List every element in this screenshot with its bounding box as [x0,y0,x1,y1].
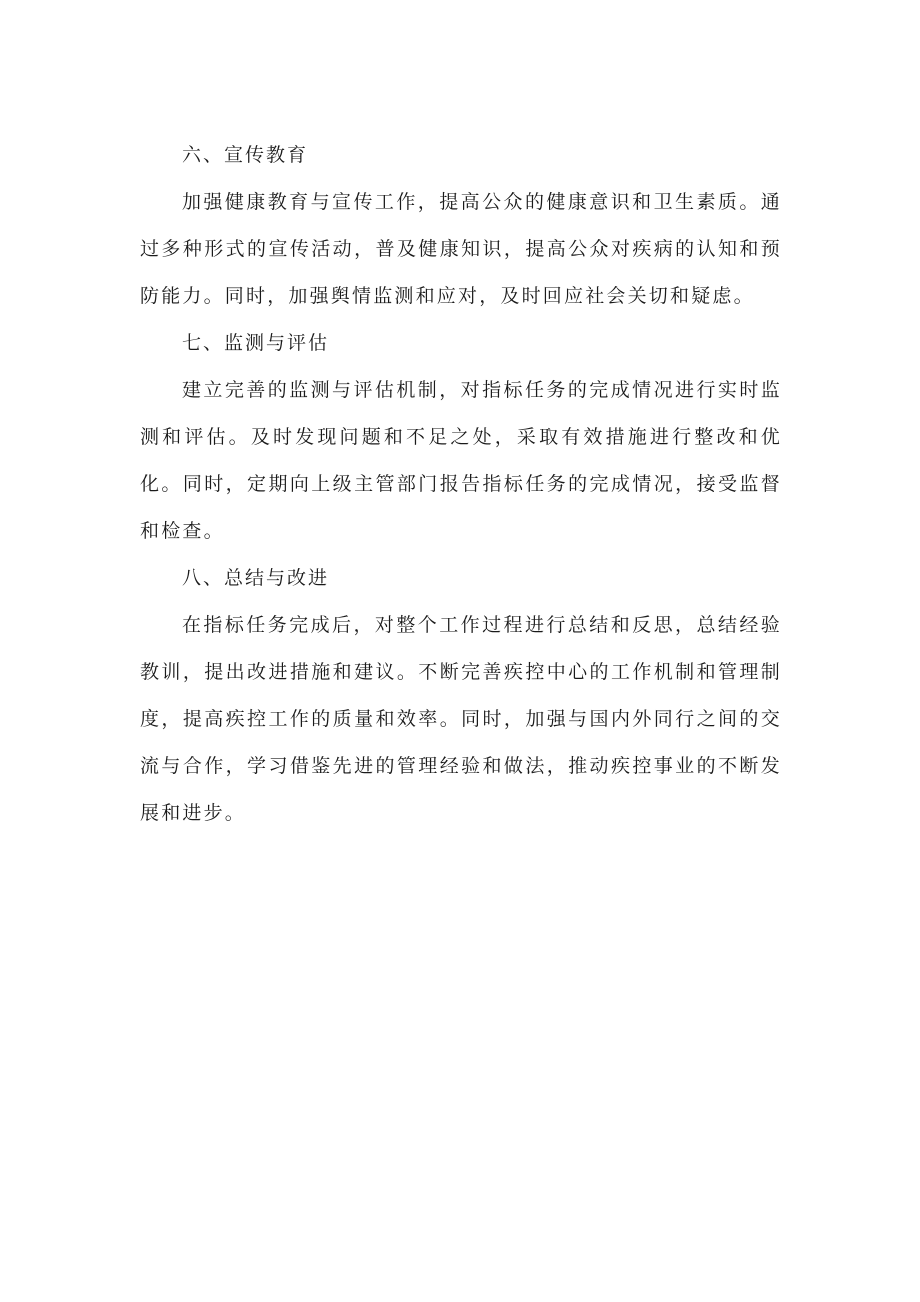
section-heading: 八、总结与改进 [182,567,330,589]
section-publicity-education [140,132,782,320]
section-summary-improvement [140,555,782,837]
section-heading: 七、监测与评估 [182,332,330,354]
section-paragraph: 在指标任务完成后，对整个工作过程进行总结和反思，总结经验教训，提出改进措施和建议。不断完善疾控中心的工作机制和管理制度，提高疾控工作的质量和效率。同时，加强与国内外同行之间的交流与合作，学习借鉴先进的管理经验和做法，推动疾控事业的不断发展和进步。 [140,614,782,824]
section-heading: 六、宣传教育 [182,144,309,166]
document-content [140,132,782,837]
section-paragraph: 建立完善的监测与评估机制，对指标任务的完成情况进行实时监测和评估。及时发现问题和不足之处，采取有效措施进行整改和优化。同时，定期向上级主管部门报告指标任务的完成情况，接受监督和检查。 [140,379,782,542]
section-paragraph: 加强健康教育与宣传工作，提高公众的健康意识和卫生素质。通过多种形式的宣传活动，普及健康知识，提高公众对疾病的认知和预防能力。同时，加强舆情监测和应对，及时回应社会关切和疑虑。 [140,191,782,307]
section-monitoring-evaluation [140,320,782,555]
